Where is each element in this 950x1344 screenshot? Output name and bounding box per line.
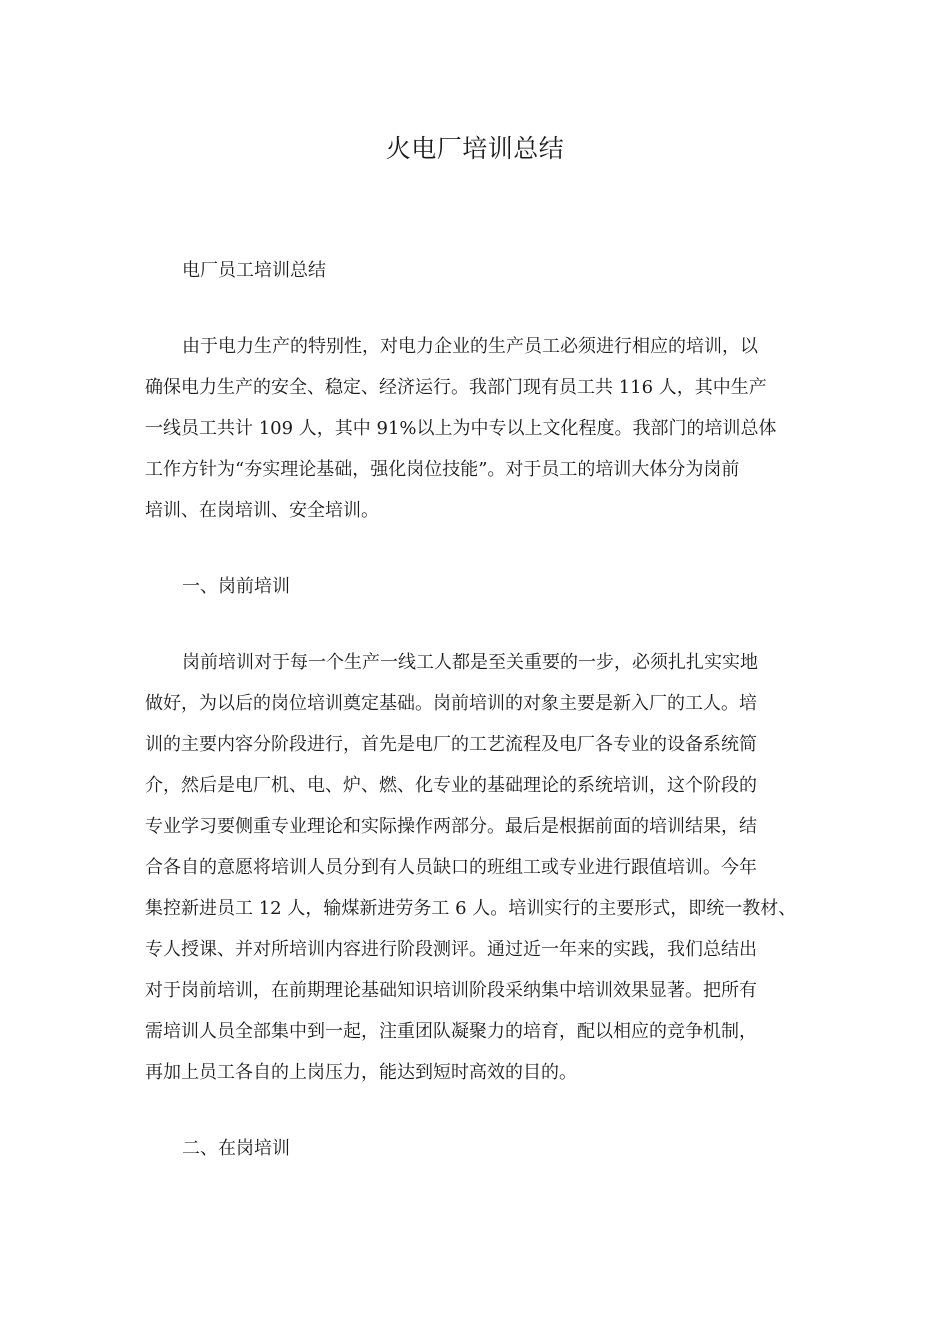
pre-job-training-paragraph xyxy=(145,651,825,1102)
paragraph-line: 专人授课、并对所培训内容进行阶段测评。通过近一年来的实践，我们总结出 xyxy=(145,939,757,960)
paragraph-line: 由于电力生产的特别性，对电力企业的生产员工必须进行相应的培训，以 xyxy=(182,336,758,357)
paragraph-line: 做好，为以后的岗位培训奠定基础。岗前培训的对象主要是新入厂的工人。培 xyxy=(145,693,757,714)
paragraph-line: 培训、在岗培训、安全培训。 xyxy=(145,500,379,521)
paragraph-line: 再加上员工各自的上岗压力，能达到短时高效的目的。 xyxy=(145,1062,577,1083)
paragraph-line: 岗前培训对于每一个生产一线工人都是至关重要的一步，必须扎扎实实地 xyxy=(182,652,758,673)
paragraph-line: 专业学习要侧重专业理论和实际操作两部分。最后是根据前面的培训结果，结 xyxy=(145,816,757,837)
document-subtitle: 电厂员工培训总结 xyxy=(182,260,326,281)
paragraph-line: 需培训人员全部集中到一起，注重团队凝聚力的培育，配以相应的竞争机制， xyxy=(145,1021,757,1042)
paragraph-line: 训的主要内容分阶段进行，首先是电厂的工艺流程及电厂各专业的设备系统简 xyxy=(145,734,757,755)
paragraph-line: 一线员工共计 109 人，其中 91%以上为中专以上文化程度。我部门的培训总体 xyxy=(145,418,777,439)
paragraph-line: 合各自的意愿将培训人员分到有人员缺口的班组工或专业进行跟值培训。今年 xyxy=(145,857,757,878)
section-heading-pre-job-training: 一、岗前培训 xyxy=(182,576,290,597)
paragraph-line: 介，然后是电厂机、电、炉、燃、化专业的基础理论的系统培训，这个阶段的 xyxy=(145,775,757,796)
paragraph-line: 确保电力生产的安全、稳定、经济运行。我部门现有员工共 116 人，其中生产 xyxy=(145,377,767,398)
paragraph-line: 对于岗前培训，在前期理论基础知识培训阶段采纳集中培训效果显著。把所有 xyxy=(145,980,757,1001)
paragraph-line: 工作方针为“夯实理论基础，强化岗位技能”。对于员工的培训大体分为岗前 xyxy=(145,459,740,480)
section-heading-on-job-training: 二、在岗培训 xyxy=(182,1138,290,1159)
intro-paragraph xyxy=(145,335,825,540)
paragraph-line: 集控新进员工 12 人，输煤新进劳务工 6 人。培训实行的主要形式，即统一教材、 xyxy=(145,898,797,919)
document-title: 火电厂培训总结 xyxy=(385,134,565,163)
